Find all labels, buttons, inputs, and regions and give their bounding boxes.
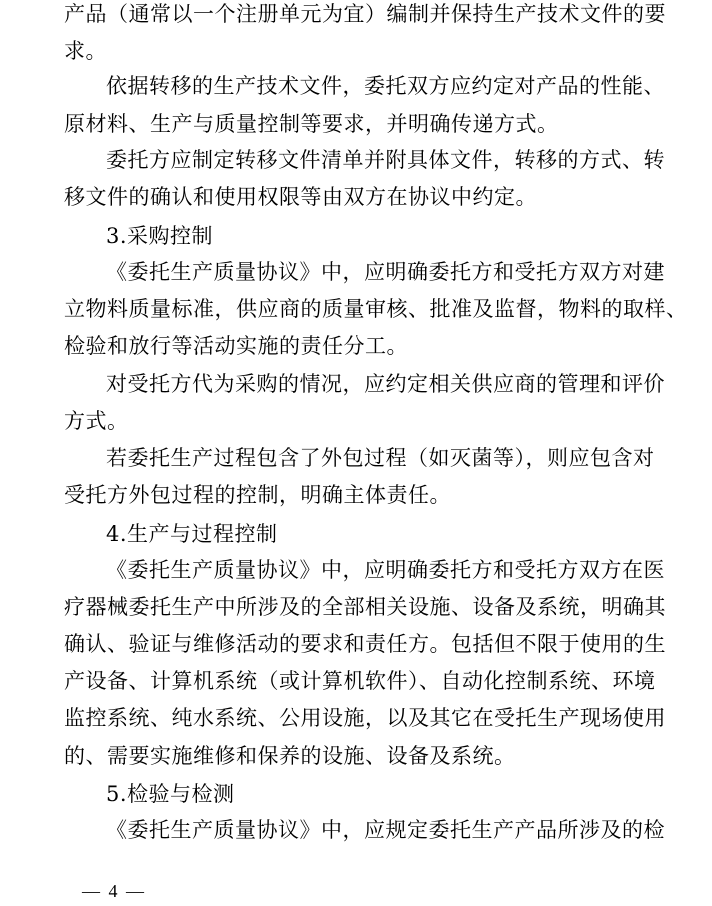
text-line: 产品（通常以一个注册单元为宜）编制并保持生产技术文件的要 bbox=[64, 2, 666, 26]
text-line: 《委托生产质量协议》中，应规定委托生产产品所涉及的检 bbox=[106, 818, 665, 842]
section-heading: 5.检验与检测 bbox=[106, 782, 235, 806]
section-heading: 3.采购控制 bbox=[106, 224, 214, 248]
section-heading: 4.生产与过程控制 bbox=[106, 522, 278, 546]
text-line: 委托方应制定转移文件清单并附具体文件，转移的方式、转 bbox=[106, 148, 665, 172]
text-line: 原材料、生产与质量控制等要求，并明确传递方式。 bbox=[64, 112, 559, 136]
text-line: 《委托生产质量协议》中，应明确委托方和受托方双方在医 bbox=[106, 558, 665, 582]
text-line: 依据转移的生产技术文件，委托双方应约定对产品的性能、 bbox=[106, 74, 665, 98]
text-line: 受托方外包过程的控制，明确主体责任。 bbox=[64, 483, 451, 507]
text-line: 的、需要实施维修和保养的设施、设备及系统。 bbox=[64, 744, 516, 768]
page-number: — 4 — bbox=[82, 881, 146, 901]
text-line: 《委托生产质量协议》中，应明确委托方和受托方双方对建 bbox=[106, 260, 665, 284]
text-line: 监控系统、纯水系统、公用设施，以及其它在受托生产现场使用 bbox=[64, 706, 666, 730]
text-line: 求。 bbox=[64, 39, 107, 63]
text-line: 确认、验证与维修活动的要求和责任方。包括但不限于使用的生 bbox=[64, 632, 666, 656]
text-line: 对受托方代为采购的情况，应约定相关供应商的管理和评价 bbox=[106, 372, 665, 396]
text-line: 方式。 bbox=[64, 409, 129, 433]
text-line: 移文件的确认和使用权限等由双方在协议中约定。 bbox=[64, 185, 537, 209]
text-line: 立物料质量标准，供应商的质量审核、批准及监督，物料的取样、 bbox=[64, 297, 688, 321]
text-line: 若委托生产过程包含了外包过程（如灭菌等），则应包含对 bbox=[106, 446, 655, 470]
text-line: 疗器械委托生产中所涉及的全部相关设施、设备及系统，明确其 bbox=[64, 595, 666, 619]
text-line: 检验和放行等活动实施的责任分工。 bbox=[64, 334, 408, 358]
text-line: 产设备、计算机系统（或计算机软件）、自动化控制系统、环境 bbox=[64, 669, 656, 693]
